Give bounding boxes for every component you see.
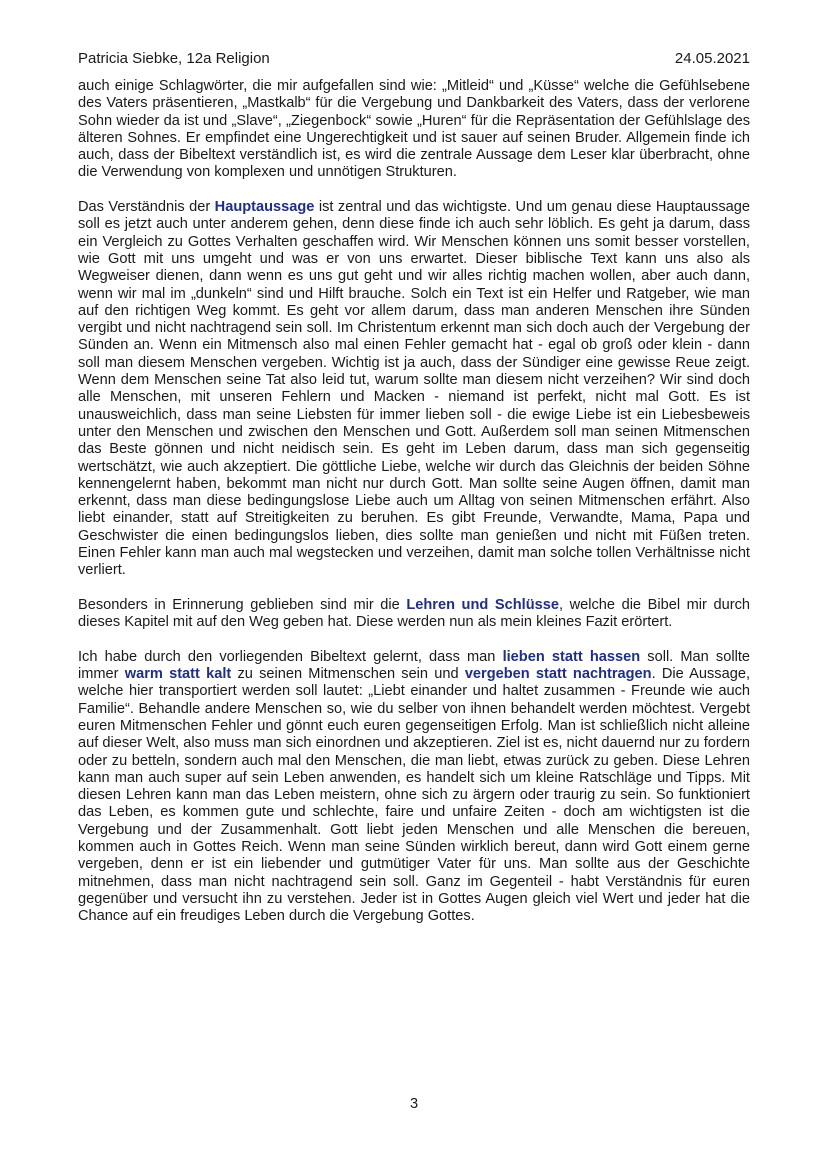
paragraph-main-message	[78, 199, 750, 580]
highlight-term: vergeben statt nachtragen	[464, 666, 652, 683]
page-number: 3	[409, 1096, 419, 1112]
highlight-term: lieben statt hassen	[502, 648, 641, 665]
paragraph-text: auch einige Schlagwörter, die mir aufgefallen sind wie: „Mitleid“ und „Küsse“ welche die Gefühlsebene des Vaters präsentieren, „Mastkalb“ für die Vergebung und Dankbarkeit des Vaters, dass der verlorene Sohn wieder da ist und „Slave“, „Ziegenbock“ sowie „Huren“ für die Repräsentation der Gefühlslage des älteren Sohnes. Er empfindet eine Ungerechtigkeit und ist sauer auf seinen Bruder. Allgemein finde ich auch, dass der Bibeltext verständlich ist, es wird die zentrale Aussage dem Leser klar überbracht, ohne die Verwendung von komplexen und unnötigen Strukturen.	[78, 78, 750, 181]
paragraph-text: soll. Man sollte immer	[78, 648, 750, 683]
paragraph-text: , welche die Bibel mir durch dieses Kapitel mit auf den Weg geben hat. Diese werden nun als mein kleines Fazit erörtert.	[78, 596, 750, 631]
paragraph-text: ist zentral und das wichtigste. Und um genau diese Hauptaussage soll es jetzt auch unter anderem gehen, denn diese finde ich auch sehr löblich. Es geht ja darum, dass ein Vergleich zu Gottes Verhalten geschaffen wird. Wir Menschen können uns somit besser vorstellen, wie Gott mit uns umgeht und was er von uns erwartet. Dieser biblische Text kann uns also als Wegweiser dienen, dann wenn es uns gut geht und wir alles richtig machen wollen, aber auch dann, wenn wir mal im „dunkeln“ sind und Hilft brauche. Solch ein Text ist ein Helfer und Ratgeber, wie man auf den richtigen Weg kommt. Es geht vor allem darum, dass man anderen Menschen ihre Sünden vergibt und nicht nachtragend sein soll. Im Christentum erkennt man sich doch auch der Vergebung der Sünden an. Wenn ein Mitmensch also mal einen Fehler gemacht hat - egal ob groß oder klein - dann soll man diesem Menschen vergeben. Wichtig ist ja auch, dass der Sündiger eine gewisse Reue zeigt. Wenn dem Menschen seine Tat also leid tut, warum sollte man diesem nicht verzeihen? Wir sind doch alle Menschen, mit unseren Fehlern und Macken - niemand ist perfekt, nicht mal Gott. Es ist unausweichlich, dass man seine Liebsten für immer lieben soll - die ewige Liebe ist ein Liebesbeweis unter den Menschen und zwischen den Menschen und Gott. Außerdem soll man seinen Mitmenschen das Beste gönnen und nicht neidisch sein. Es geht im Leben darum, dass man sich gegenseitig wertschätzt, wie auch akzeptiert. Die göttliche Liebe, welche wir durch das Gleichnis der beiden Söhne kennengelernt haben, bekommt man nicht nur durch Gott. Man sollte seine Augen öffnen, damit man erkennt, dass man diese bedingungslose Liebe auch um Alltag von seinen Mitmenschen erfährt. Also liebt einander, statt auf Streitigkeiten zu beruhen. Es gibt Freunde, Verwandte, Mama, Papa und Geschwister die einen bedingungslos lieben, dies sollte man genießen und nicht mit Füßen treten. Einen Fehler kann man auch mal wegstecken und verzeihen, damit man solche tollen Verhältnisse nicht verliert.	[78, 199, 750, 579]
paragraph-conclusion	[78, 649, 750, 926]
paragraph-keywords	[78, 78, 750, 182]
highlight-term: Hauptaussage	[214, 199, 315, 216]
paragraph-text: Ich habe durch den vorliegenden Bibeltext gelernt, dass man	[78, 648, 503, 665]
paragraph-text: Das Verständnis der	[78, 199, 215, 216]
highlight-term: Lehren und Schlüsse	[406, 596, 559, 613]
date-label: 24.05.2021	[674, 50, 750, 67]
paragraph-text: zu seinen Mitmenschen sein und	[231, 666, 465, 683]
author-course-label: Patricia Siebke, 12a Religion	[78, 50, 270, 67]
document-body	[78, 78, 750, 943]
paragraph-lessons-intro	[78, 597, 750, 632]
paragraph-text: . Die Aussage, welche hier transportiert werden soll lautet: „Liebt einander und haltet zusammen - Freunde wie auch Familie“. Behandle andere Menschen so, wie du selber von ihnen behandelt werden möchtest. Vergebt euren Mitmenschen Fehler und gönnt euch euren gegenseitigen Erfolg. Man ist schließlich nicht alleine auf dieser Welt, also muss man sich einordnen und akzeptieren. Ziel ist es, nicht dauernd nur zu fordern oder zu betteln, sondern auch mal den Menschen, die man liebt, etwas zurück zu geben. Diese Lehren kann man auch super auf sein Leben anwenden, es handelt sich um kleine Ratschläge und Tipps. Mit diesen Lehren kann man das Leben meistern, ohne sich zu ärgern oder traurig zu sein. So funktioniert das Leben, es kommen gute und schlechte, faire und unfaire Zeiten - doch am wichtigsten ist die Vergebung und der Zusammenhalt. Gott liebt jeden Menschen und alle Menschen die bereuen, kommen auch in Gottes Reich. Wenn man seine Sünden wirklich bereut, dann wird Gott einem gerne vergeben, denn er ist ein liebender und gutmütiger Vater für uns. Man sollte aus der Geschichte mitnehmen, dass man nicht nachtragend sein soll. Ganz im Gegenteil - habt Verständnis für euren gegenüber und versucht ihn zu verstehen. Jeder ist in Gottes Augen gleich viel Wert und jeder hat die Chance auf ein freudiges Leben durch die Vergebung Gottes.	[78, 666, 750, 925]
paragraph-text: Besonders in Erinnerung geblieben sind mir die	[78, 596, 407, 613]
highlight-term: warm statt kalt	[124, 666, 232, 683]
page-header	[78, 50, 750, 68]
